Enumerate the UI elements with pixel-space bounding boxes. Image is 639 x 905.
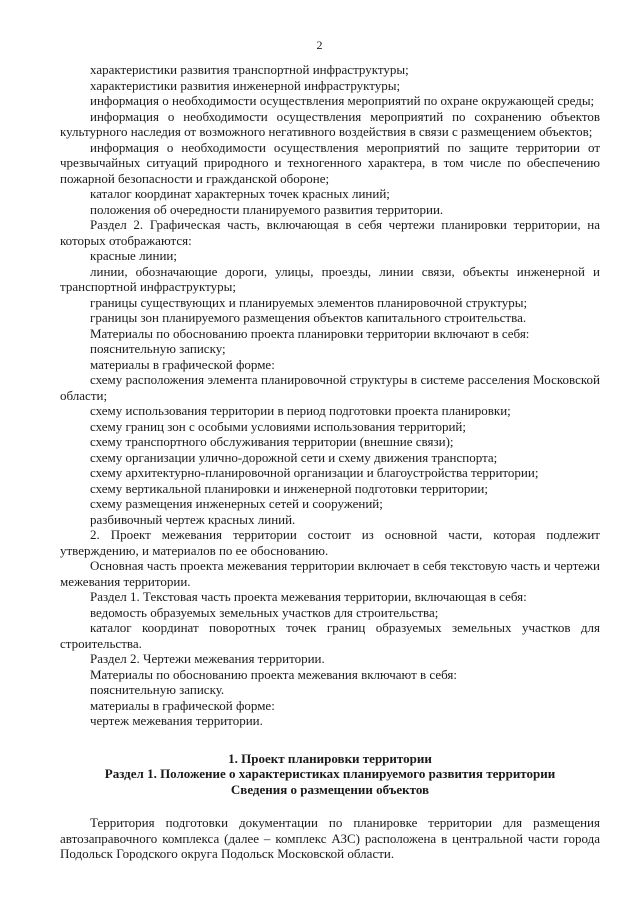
paragraph: линии, обозначающие дороги, улицы, проезды, линии связи, объекты инженерной и транспортной инфраструктуры; — [60, 263, 600, 294]
paragraph: характеристики развития инженерной инфраструктуры; — [90, 77, 401, 93]
paragraph: каталог координат характерных точек красных линий; — [90, 186, 390, 201]
paragraph: Территория подготовки документации по планировке территории для размещения автозаправочного комплекса (далее – комплекс АЗС) расположена в центральной части города Подольск Городского округа Подольск Московской области. — [60, 815, 600, 861]
document-body — [60, 62, 600, 862]
paragraph: информация о необходимости осуществления мероприятий по сохранению объектов культурного наследия от возможного негативного воздействия в связи с размещением объектов; — [60, 108, 600, 139]
paragraph: материалы в графической форме: — [90, 697, 275, 713]
section-heading: Раздел 1. Положение о характеристиках планируемого развития территории — [104, 766, 556, 781]
paragraph: Раздел 2. Чертежи межевания территории. — [90, 651, 325, 666]
paragraph: пояснительную записку; — [90, 341, 226, 356]
paragraph: границы зон планируемого размещения объектов капитального строительства. — [90, 310, 527, 325]
paragraph: схему организации улично-дорожной сети и схему движения транспорта; — [90, 449, 498, 465]
paragraph: ведомость образуемых земельных участков для строительства; — [90, 604, 439, 620]
paragraph: разбивочный чертеж красных линий. — [90, 511, 296, 527]
paragraph: 2. Проект межевания территории состоит из основной части, которая подлежит утверждению, и материалов по ее обоснованию. — [60, 527, 600, 558]
paragraph: Материалы по обоснованию проекта планировки территории включают в себя: — [90, 325, 530, 341]
paragraph: схему использования территории в период подготовки проекта планировки; — [90, 403, 511, 418]
paragraph: пояснительную записку. — [90, 682, 225, 697]
paragraph: схему расположения элемента планировочной структуры в системе расселения Московской области; — [60, 372, 600, 403]
paragraph: каталог координат поворотных точек границ образуемых земельных участков для строительства. — [60, 620, 600, 651]
paragraph: информация о необходимости осуществления мероприятий по защите территории от чрезвычайных ситуаций природного и техногенного характера, в том числе по обеспечению пожарной безопасности и гражданской обороне; — [60, 139, 600, 186]
page-number: 2 — [316, 38, 323, 52]
section-heading: 1. Проект планировки территории — [228, 750, 432, 766]
paragraph: чертеж межевания территории. — [90, 713, 263, 728]
paragraph: красные линии; — [90, 248, 177, 263]
paragraph: информация о необходимости осуществления мероприятий по охране окружающей среды; — [90, 93, 595, 108]
paragraph: Раздел 2. Графическая часть, включающая в себя чертежи планировки территории, на которых отображаются: — [60, 217, 600, 248]
paragraph: Раздел 1. Текстовая часть проекта межевания территории, включающая в себя: — [90, 589, 527, 604]
paragraph: положения об очередности планируемого развития территории. — [90, 201, 444, 217]
paragraph: схему архитектурно-планировочной организации и благоустройства территории; — [90, 465, 539, 480]
paragraph: характеристики развития транспортной инфраструктуры; — [90, 62, 409, 77]
paragraph: схему транспортного обслуживания территории (внешние связи); — [90, 434, 454, 449]
paragraph: границы существующих и планируемых элементов планировочной структуры; — [90, 294, 528, 310]
paragraph: материалы в графической форме: — [90, 356, 275, 372]
section-heading: Сведения о размещении объектов — [230, 781, 430, 797]
paragraph: схему вертикальной планировки и инженерной подготовки территории; — [90, 480, 488, 496]
paragraph: схему размещения инженерных сетей и сооружений; — [90, 496, 383, 511]
paragraph: Основная часть проекта межевания территории включает в себя текстовую часть и чертежи межевания территории. — [60, 558, 600, 589]
paragraph: схему границ зон с особыми условиями использования территорий; — [90, 418, 466, 434]
paragraph: Материалы по обоснованию проекта межевания включают в себя: — [90, 666, 457, 682]
